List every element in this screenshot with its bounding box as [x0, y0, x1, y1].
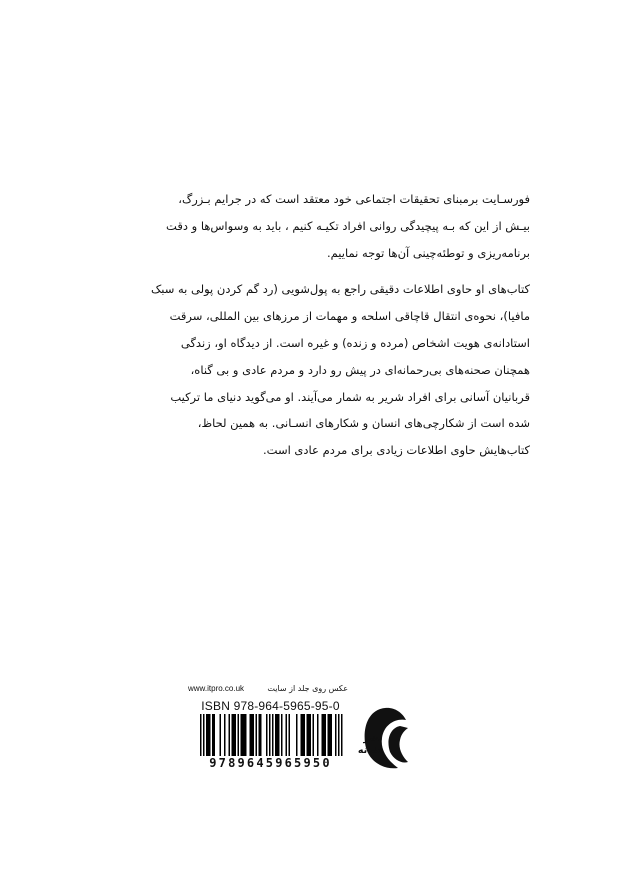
- barcode-bar: [301, 714, 303, 756]
- barcode-bar: [233, 714, 235, 756]
- barcode-bar: [328, 714, 330, 756]
- barcode-bar: [269, 714, 271, 756]
- barcode-bar: [244, 714, 246, 756]
- barcode-bar: [232, 714, 234, 756]
- credit-url: www.itpro.co.uk: [188, 684, 245, 693]
- barcode-bar: [242, 714, 244, 756]
- back-cover-blurb: [150, 186, 530, 474]
- barcode-bar: [307, 714, 309, 756]
- barcode-bar: [203, 714, 205, 756]
- barcode-bar: [296, 714, 298, 756]
- barcode-bar: [250, 714, 252, 756]
- barcode-bar: [259, 714, 261, 756]
- barcode-bar: [277, 714, 279, 756]
- barcode-bar: [224, 714, 226, 756]
- barcode-bar: [275, 714, 277, 756]
- barcode-bar: [308, 714, 310, 756]
- barcode-bar: [229, 714, 231, 756]
- barcode-bar: [322, 714, 324, 756]
- barcode-bar: [289, 714, 291, 756]
- barcode-bar: [238, 714, 240, 756]
- barcode-bar: [313, 714, 315, 756]
- barcode-bar: [323, 714, 325, 756]
- barcode-bar: [286, 714, 288, 756]
- barcode-bar: [256, 714, 258, 756]
- blurb-paragraph-1: فورسـایت برمبنای تحقیقات اجتماعی خود معتقد است که در جرایم بـزرگ، بیـش از این که بـه پیچیدگی روانی افراد تکیـه کنیم ، باید به وسواس‌ها و دقت برنامه‌ریزی و توطئه‌چینی آن‌ها توجه نماییم.: [166, 192, 530, 260]
- barcode-bar: [214, 714, 216, 756]
- barcode-bar: [335, 714, 337, 756]
- barcode-bar: [206, 714, 208, 756]
- barcode-bar: [325, 714, 327, 756]
- barcode-bar: [331, 714, 333, 756]
- barcode-bar: [260, 714, 262, 756]
- barcode-bar: [212, 714, 214, 756]
- publisher-logo-curve: [388, 726, 408, 763]
- barcode-bar: [281, 714, 283, 756]
- blurb-paragraph-2: کتاب‌های او حاوی اطلاعات دقیقی راجع به پول‌شویی (رد گم کردن پولی به سبک مافیا)، نحوه‌ی انتقال قاچاقی اسلحه و مهمات از مرزهای بین المللی، سرقت استادانه‌ی هویت اشخاص (مرده و زنده) و غیره است. از دیدگاه او، زندگی همچنان صحنه‌های بی‌رحمانه‌ای در پیش رو دارد و مردم عادی و بی گناه، قربانیان آسانی برای افراد شریر به شمار می‌آیند. او می‌گوید دنیای ما ترکیب شده است از شکارچی‌های انسان و شکارهای انسـانی. به همین لحاظ، کتاب‌هایش حاوی اطلاعات زیادی برای مردم عادی است.: [150, 282, 530, 458]
- barcode-bar: [304, 714, 306, 756]
- barcode-bar: [209, 714, 211, 756]
- barcode-digits: 9789645965950: [209, 756, 332, 770]
- barcode-bar: [272, 714, 274, 756]
- barcode-bar: [200, 714, 202, 756]
- barcode-bar: [235, 714, 237, 756]
- barcode-icon: [188, 714, 353, 756]
- barcode-bar: [338, 714, 340, 756]
- barcode-bar: [302, 714, 304, 756]
- barcode-bar: [329, 714, 331, 756]
- barcode-bar: [266, 714, 268, 756]
- barcode-bar: [310, 714, 312, 756]
- publisher-name-line2: نشانه: [357, 745, 384, 756]
- isbn-label: ISBN 978-964-5965-95-0: [201, 699, 340, 713]
- barcode-bar: [251, 714, 253, 756]
- barcode-bar: [341, 714, 343, 756]
- isbn-barcode-block: [188, 699, 353, 773]
- barcode-bar: [278, 714, 280, 756]
- publisher-name: [357, 733, 384, 757]
- barcode-bar: [241, 714, 243, 756]
- credit-label: عکس روی جلد از سایت: [267, 684, 348, 693]
- barcode-bar: [208, 714, 210, 756]
- barcode-bar: [220, 714, 222, 756]
- publisher-name-line1: نشر: [363, 733, 383, 744]
- barcode-bar: [317, 714, 319, 756]
- cover-photo-credit: [188, 683, 348, 695]
- barcode-bar: [253, 714, 255, 756]
- barcode-bar: [245, 714, 247, 756]
